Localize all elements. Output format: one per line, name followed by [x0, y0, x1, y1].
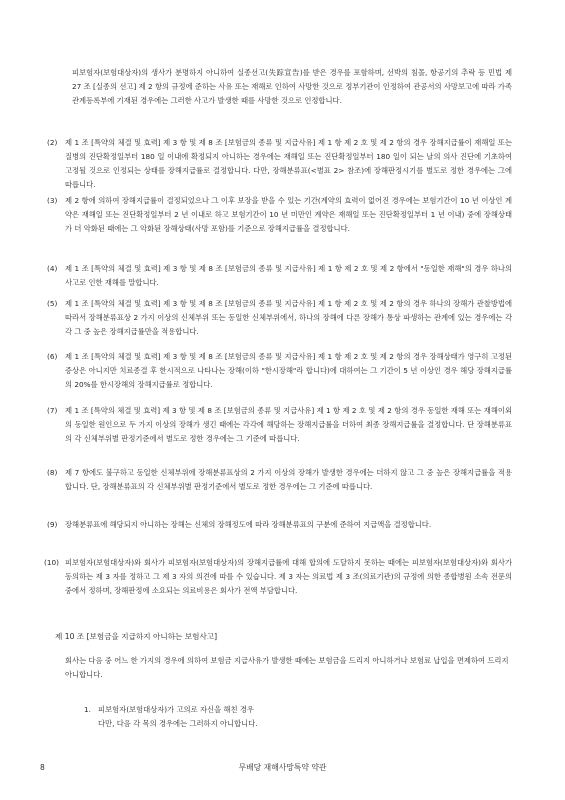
intro-paragraph: 피보험자(보험대상자)의 생사가 분명하지 아니하여 실종선고(失踪宣告)를 받은 경우를 포함하며, 선박의 침몰, 항공기의 추락 등 민법 제 27 조 [실종의 선고] 제 2 항의 규정에 준하는 사유 또는 재해로 인하여 사망한 것으로 정부기관이 인정하여 관공서의 사망보고에 따라 가족관계등록부에 기재된 경우에는 그러한 사고가 발생한 때를 사망한 것으로 인정합니다. [72, 68, 512, 105]
item-number: (3) [47, 196, 58, 205]
page-number: 8 [40, 763, 45, 772]
item-number: (10) [44, 558, 59, 567]
sub-item-line-2: 다만, 다음 각 목의 경우에는 그러하지 아니합니다. [98, 719, 258, 728]
item-number: (2) [47, 138, 58, 147]
item-number: (7) [47, 406, 58, 415]
item-text: 제 2 항에 의하여 장해지급률이 결정되었으나 그 이후 보장을 받을 수 있는 기간(계약의 효력이 없어진 경우에는 보험기간이 10 년 이상인 계약은 재해일 또는 진단확정일부터 2 년 이내로 하고 보험기간이 10 년 미만인 계약은 재해일 또는 진단확정일부터 1 년 이내) 중에 장해상태가 더 악화된 때에는 그 악화된 장해상태(사망 포함)를 기준으로 장해지급률을 결정합니다. [65, 196, 512, 233]
item-number: (6) [47, 352, 58, 361]
sub-item-text [98, 703, 498, 731]
item-text: 장해분류표에 해당되지 아니하는 장해는 신체의 장해정도에 따라 장해분류표의 구분에 준하여 지급액을 결정합니다. [65, 520, 432, 529]
item-number: (5) [47, 299, 58, 308]
item-text: 제 1 조 [특약의 체결 및 효력] 제 3 항 및 제 8 조 [보험금의 종류 및 지급사유] 제 1 항 제 2 호 및 제 2 항의 경우 동일한 재해 또는 재해이외의 동일한 원인으로 두 가지 이상의 장해가 생긴 때에는 각각에 해당하는 장해지급률을 더하여 최종 장해지급률을 결정합니다. 단 장해분류표의 각 신체부위별 판정기준에서 별도로 정한 경우에는 그 기준에 따릅니다. [65, 406, 512, 443]
item-number: (4) [47, 264, 58, 273]
item-text: 제 7 항에도 불구하고 동일한 신체부위에 장해분류표상의 2 가지 이상의 장해가 발생한 경우에는 더하지 않고 그 중 높은 장해지급률을 적용합니다. 단, 장해분류표의 각 신체부위별 판정기준에서 별도로 정한 경우에는 그 기준에 따릅니다. [65, 468, 512, 491]
item-text: 제 1 조 [특약의 체결 및 효력] 제 3 항 및 제 8 조 [보험금의 종류 및 지급사유] 제 1 항 제 2 호 및 제 2 항의 경우 하나의 장해가 관찰방법에 따라서 장해분류표상 2 가지 이상의 신체부위 또는 동일한 신체부위에서, 하나의 장해에 다른 장해가 통상 파생하는 관계에 있는 경우에는 각각 그 중 높은 장해지급률만을 적용합니다. [65, 299, 512, 336]
item-number: (8) [47, 468, 58, 477]
item-number: (9) [47, 520, 58, 529]
item-text: 피보험자(보험대상자)와 회사가 피보험자(보험대상자)의 장해지급률에 대해 합의에 도달하지 못하는 때에는 피보험자(보험대상자)와 회사가 동의하는 제 3 자를 정하고 그 제 3 자의 의견에 따를 수 있습니다. 제 3 자는 의료법 제 3 조(의료기관)의 규정에 의한 종합병원 소속 전문의 중에서 정하며, 장해판정에 소요되는 의료비용은 회사가 전액 부담합니다. [65, 558, 513, 595]
sub-item-line-1: 피보험자(보험대상자)가 고의로 자신을 해친 경우 [98, 705, 254, 714]
item-text: 제 1 조 [특약의 체결 및 효력] 제 3 항 및 제 8 조 [보험금의 종류 및 지급사유] 제 1 항 제 2 호 및 제 2 항의 경우 장해상태가 영구히 고정된 증상은 아니지만 치료종결 후 한시적으로 나타나는 장해(이하 "한시장해"라 합니다)에 대하여는 그 기간이 5 년 이상인 경우 해당 장해지급률의 20%를 한시장해의 장해지급률로 정합니다. [65, 352, 512, 389]
item-text: 제 1 조 [특약의 체결 및 효력] 제 3 항 및 제 8 조 [보험금의 종류 및 지급사유] 제 1 항 제 2 호 및 제 2 항에서 "동일한 재해"의 경우 하나의 사고로 인한 재해를 말합니다. [65, 264, 512, 287]
footer-title: 무배당 재해사망특약 약관 [238, 763, 327, 772]
article-body: 회사는 다음 중 어느 한 가지의 경우에 의하여 보험금 지급사유가 발생한 때에는 보험금을 드리지 아니하거나 보험료 납입을 면제하여 드리지 아니합니다. [65, 656, 509, 679]
article-heading: 제 10 조 [보험금을 지급하지 아니하는 보험사고] [55, 632, 218, 641]
sub-item-number: 1. [84, 705, 91, 714]
item-text: 제 1 조 [특약의 체결 및 효력] 제 3 항 및 제 8 조 [보험금의 종류 및 지급사유] 제 1 항 제 2 호 및 제 2 항의 경우 장해지급률이 재해일 또는 질병의 진단확정일부터 180 일 이내에 확정되지 아니하는 경우에는 재해일 또는 진단확정일부터 180 일이 되는 날의 의사 진단에 기초하여 고정될 것으로 인정되는 상태를 장해지급률로 결정합니다. 다만, 장해분류표(<별표 2> 참조)에 장해판정시기를 별도로 정한 경우에는 그에 따릅니다. [65, 138, 512, 189]
